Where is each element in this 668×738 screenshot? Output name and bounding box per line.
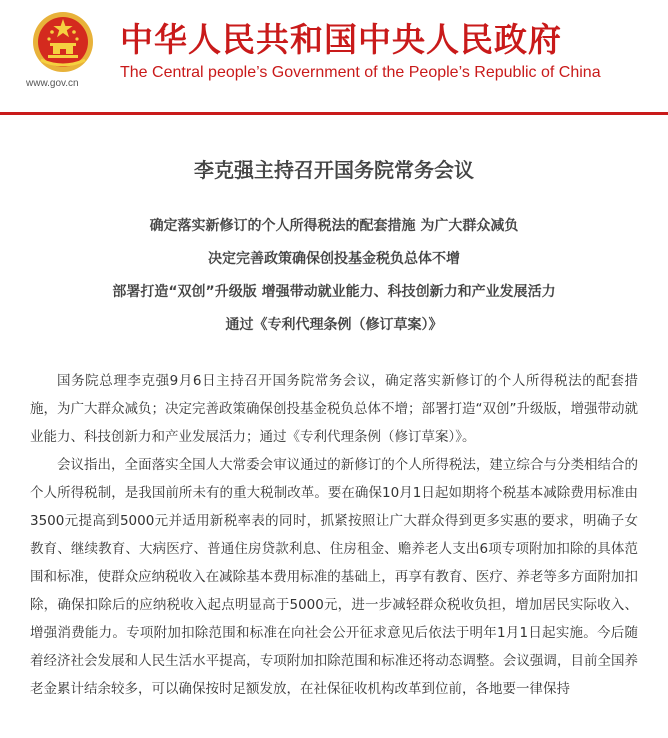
paragraph: 国务院总理李克强9月6日主持召开国务院常务会议，确定落实新修订的个人所得税法的配套措施，为广大群众减负；决定完善政策确保创投基金税负总体不增；部署打造“双创”升级版，增强带动就业能力、科技创新力和产业发展活力；通过《专利代理条例（修订草案）》。 xyxy=(30,373,638,445)
subtitle: 确定落实新修订的个人所得税法的配套措施 为广大群众减负 xyxy=(149,218,519,234)
article xyxy=(0,118,668,703)
site-header xyxy=(0,0,668,115)
site-title-en: The Central people’s Government of the People’s Republic of China xyxy=(120,64,601,81)
subtitle: 通过《专利代理条例（修订草案）》 xyxy=(225,317,443,333)
subtitle: 部署打造“双创”升级版 增强带动就业能力、科技创新力和产业发展活力 xyxy=(112,284,556,300)
article-title: 李克强主持召开国务院常务会议 xyxy=(194,158,474,182)
article-body xyxy=(30,367,638,703)
site-url[interactable]: www.gov.cn xyxy=(26,78,79,89)
national-emblem-icon[interactable] xyxy=(31,10,95,74)
paragraph: 会议指出，全面落实全国人大常委会审议通过的新修订的个人所得税法，建立综合与分类相结合的个人所得税制，是我国前所未有的重大税制改革。要在确保10月1日起如期将个税基本减除费用标准由3500元提高到5000元并适用新税率表的同时，抓紧按照让广大群众得到更多实惠的要求，明确子女教育、继续教育、大病医疗、普通住房贷款利息、住房租金、赡养老人支出6项专项附加扣除的具体范围和标准，使群众应纳税收入在减除基本费用标准的基础上，再享有教育、医疗、养老等多方面附加扣除，确保扣除后的应纳税收入起点明显高于5000元，进一步减轻群众税收负担，增加居民实际收入、增强消费能力。专项附加扣除范围和标准在向社会公开征求意见后依法于明年1月1日起实施。今后随着经济社会发展和人民生活水平提高，专项附加扣除范围和标准还将动态调整。会议强调，目前全国养老金累计结余较多，可以确保按时足额发放，在社保征收机构改革到位前，各地要一律保持 xyxy=(30,457,638,697)
subtitle: 决定完善政策确保创投基金税负总体不增 xyxy=(208,251,460,267)
subtitle-list xyxy=(0,210,668,342)
site-title-cn: 中华人民共和国中央人民政府 xyxy=(120,20,562,59)
